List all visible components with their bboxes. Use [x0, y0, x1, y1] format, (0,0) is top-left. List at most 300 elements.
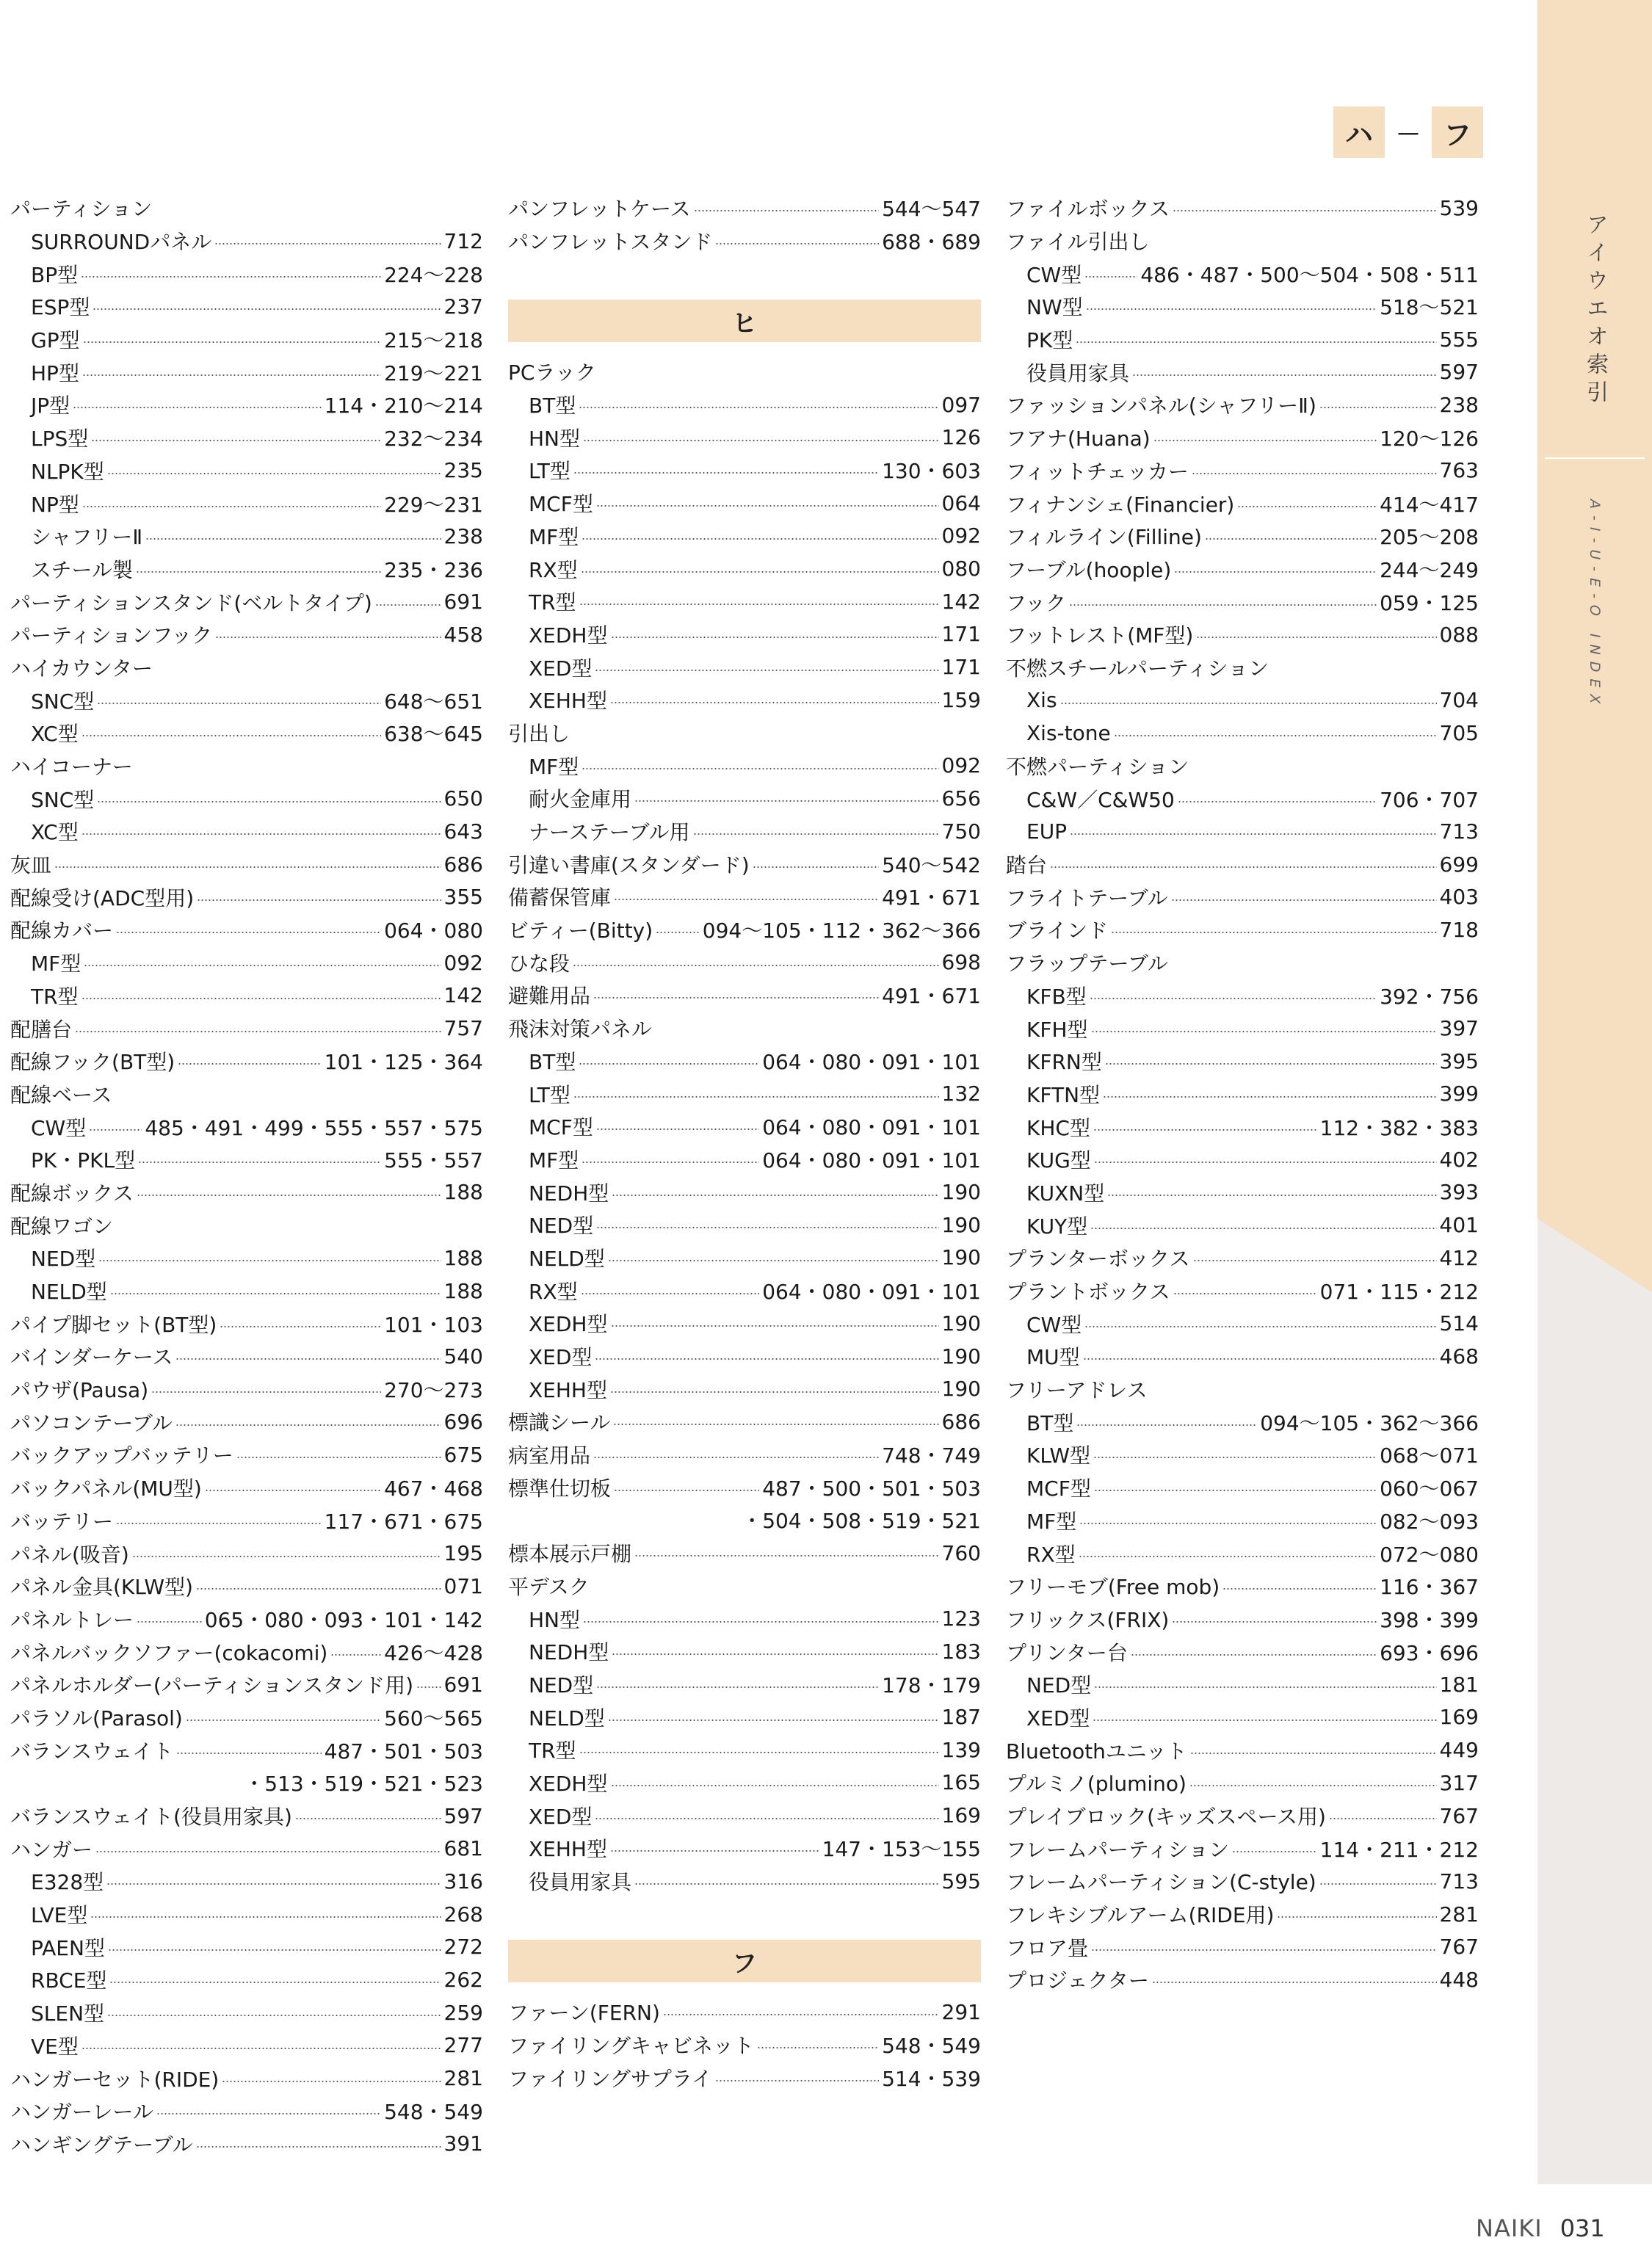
entry-label: RX型	[1026, 1542, 1076, 1567]
index-subentry	[508, 487, 981, 520]
entry-label: VE型	[31, 2034, 79, 2059]
index-entry	[1006, 1242, 1479, 1275]
entry-label: 踏台	[1006, 853, 1048, 878]
entry-label: フアナ(Huana)	[1006, 427, 1151, 452]
index-entry	[508, 1996, 981, 2029]
index-subentry	[508, 1340, 981, 1373]
index-subentry	[508, 1799, 981, 1832]
dot-leader	[573, 1095, 939, 1098]
entry-label: ESP型	[31, 295, 90, 320]
index-subentry	[1006, 1307, 1479, 1340]
entry-page-ref: 485・491・499・555・557・575	[145, 1115, 483, 1140]
entry-page-ref: 643	[443, 819, 483, 844]
dot-leader	[93, 308, 441, 311]
dot-leader	[694, 209, 879, 212]
dot-leader	[612, 1653, 938, 1656]
entry-label: パーティションスタンド(ベルトタイプ)	[10, 590, 372, 615]
entry-page-ref: 757	[443, 1016, 483, 1041]
entry-page-ref: 259	[443, 2000, 483, 2025]
index-entry	[508, 192, 981, 225]
entry-label: 役員用家具	[529, 1870, 632, 1895]
dot-leader	[595, 669, 938, 672]
entry-label: 不燃パーティション	[1006, 755, 1189, 780]
entry-page-ref: 355	[443, 885, 483, 910]
dot-leader	[81, 734, 381, 737]
dot-leader	[151, 1391, 381, 1394]
entry-label: フレキシブルアーム(RIDE用)	[1006, 1903, 1275, 1928]
range-dash: －	[1396, 120, 1421, 150]
entry-label: 耐火金庫用	[529, 787, 632, 812]
dot-leader	[1153, 439, 1377, 442]
kana-range-header	[1333, 106, 1483, 158]
dot-leader	[197, 899, 441, 902]
entry-page-ref: 059・125	[1380, 590, 1479, 615]
entry-label: LT型	[529, 1082, 570, 1107]
index-subentry	[508, 1733, 981, 1766]
entry-label: LPS型	[31, 427, 89, 452]
entry-label: CW型	[1026, 262, 1082, 287]
dot-leader	[579, 1751, 939, 1754]
page-number: 031	[1559, 2214, 1605, 2242]
index-entry	[1006, 454, 1479, 488]
entry-page-ref: 120～126	[1380, 427, 1479, 452]
index-subentry	[10, 355, 483, 388]
entry-page-ref: 688・689	[882, 230, 981, 255]
index-entry	[10, 2095, 483, 2128]
index-entry	[10, 1340, 483, 1373]
entry-page-ref: 539	[1439, 195, 1479, 220]
dot-leader	[1091, 1030, 1437, 1033]
entry-label: EUP	[1026, 819, 1068, 844]
entry-label: フリーアドレス	[1006, 1378, 1148, 1403]
entry-label: パイプ脚セット(BT型)	[10, 1312, 217, 1337]
entry-page-ref: 088	[1439, 622, 1479, 647]
dot-leader	[137, 1620, 202, 1623]
dot-leader	[1173, 209, 1436, 212]
range-end: フ	[1432, 106, 1483, 158]
index-entry	[1006, 946, 1479, 979]
entry-label: PCラック	[508, 360, 596, 385]
dot-leader	[610, 1391, 939, 1394]
index-subentry	[1006, 355, 1479, 388]
entry-page-ref: 094～105・112・362～366	[702, 918, 981, 943]
index-entry	[10, 1438, 483, 1471]
index-subentry	[508, 1700, 981, 1733]
entry-page-ref: 190	[941, 1212, 981, 1237]
entry-page-ref: 229～231	[384, 492, 483, 517]
entry-label: NELD型	[529, 1706, 605, 1731]
entry-label: パウザ(Pausa)	[10, 1378, 149, 1403]
entry-page-ref: 648～651	[384, 689, 483, 714]
entry-label: 不燃スチールパーティション	[1006, 656, 1269, 681]
index-entry	[508, 847, 981, 880]
dot-leader	[656, 931, 700, 934]
dot-leader	[236, 1456, 441, 1459]
dot-leader	[1093, 1456, 1377, 1459]
entry-label: 灰皿	[10, 853, 52, 878]
entry-page-ref: 412	[1439, 1245, 1479, 1270]
entry-page-ref: 403	[1439, 885, 1479, 910]
dot-leader	[582, 767, 938, 770]
dot-leader	[214, 242, 441, 245]
index-subentry	[10, 782, 483, 815]
entry-page-ref: 262	[443, 1967, 483, 1992]
entry-page-ref: 401	[1439, 1213, 1479, 1238]
dot-leader	[138, 1161, 381, 1164]
entry-page-ref: 491・671	[882, 984, 981, 1009]
index-entry	[10, 1603, 483, 1636]
entry-label: ハンガー	[10, 1837, 93, 1862]
dot-leader	[196, 2145, 441, 2148]
entry-label: SNC型	[31, 689, 95, 714]
index-entry	[1006, 1570, 1479, 1603]
entry-label: MF型	[529, 524, 579, 549]
entry-page-ref: 215～218	[384, 328, 483, 353]
entry-page-ref: 235・236	[384, 557, 483, 582]
entry-label: MCF型	[529, 1115, 593, 1140]
dot-leader	[156, 2112, 381, 2115]
dot-leader	[106, 1882, 441, 1885]
entry-label: BP型	[31, 262, 79, 287]
entry-page-ref: 291	[941, 1999, 981, 2024]
entry-label: 飛沫対策パネル	[508, 1017, 653, 1042]
dot-leader	[81, 2047, 441, 2050]
entry-label: XC型	[31, 820, 79, 845]
index-subentry	[10, 979, 483, 1012]
index-subentry	[508, 1208, 981, 1242]
index-subentry	[1006, 815, 1479, 848]
entry-page-ref: 097	[941, 392, 981, 417]
index-entry	[10, 1012, 483, 1045]
entry-page-ref: 748・749	[882, 1443, 981, 1468]
index-subentry	[508, 1865, 981, 1898]
entry-page-ref: 696	[443, 1410, 483, 1435]
index-entry	[1006, 651, 1479, 684]
entry-label: CW型	[31, 1115, 87, 1140]
dot-leader	[612, 1194, 938, 1197]
index-subentry	[508, 1274, 981, 1307]
entry-label: ナーステーブル用	[529, 820, 690, 845]
dot-leader	[107, 472, 441, 475]
entry-page-ref: 117・671・675	[324, 1509, 483, 1534]
dot-leader	[75, 1030, 441, 1033]
dot-leader	[583, 439, 939, 442]
index-subentry	[508, 749, 981, 782]
entry-page-ref: 190	[941, 1377, 981, 1402]
index-subentry	[10, 388, 483, 421]
index-entry	[10, 750, 483, 783]
entry-page-ref: 071	[443, 1573, 483, 1598]
entry-label: KUG型	[1026, 1148, 1091, 1173]
index-entry	[508, 2029, 981, 2062]
side-tab-title: アイウエオ索引	[1582, 213, 1608, 408]
index-subentry	[1006, 1176, 1479, 1209]
index-entry-continuation	[508, 1504, 981, 1537]
entry-label: 配線受け(ADC型用)	[10, 885, 195, 910]
entry-page-ref: 190	[941, 1245, 981, 1270]
entry-label: GP型	[31, 328, 80, 353]
entry-label: 役員用家具	[1026, 360, 1130, 385]
index-subentry	[508, 1307, 981, 1340]
dot-leader	[330, 1653, 381, 1656]
index-subentry	[1006, 1340, 1479, 1373]
entry-label: RX型	[529, 557, 578, 582]
index-entry	[10, 1078, 483, 1111]
entry-page-ref: ・504・508・519・521	[742, 1509, 981, 1534]
index-entry	[508, 355, 981, 388]
index-entry	[10, 2062, 483, 2095]
dot-leader	[97, 702, 381, 705]
index-subentry	[10, 553, 483, 586]
entry-label: パネルトレー	[10, 1607, 134, 1632]
entry-page-ref: 159	[941, 687, 981, 712]
index-entry	[1006, 421, 1479, 454]
index-entry	[508, 1405, 981, 1438]
entry-label: NP型	[31, 492, 79, 517]
dot-leader	[1105, 1062, 1437, 1065]
entry-page-ref: 555・557	[384, 1148, 483, 1173]
index-subentry	[10, 2029, 483, 2062]
entry-label: KUXN型	[1026, 1181, 1105, 1206]
index-entry	[1006, 520, 1479, 553]
index-entry	[10, 880, 483, 913]
entry-label: NED型	[31, 1247, 96, 1272]
entry-page-ref: 165	[941, 1770, 981, 1795]
dot-leader	[753, 866, 879, 869]
entry-label: フラップテーブル	[1006, 952, 1168, 976]
entry-label: BT型	[529, 1049, 576, 1074]
entry-page-ref: 092	[941, 753, 981, 778]
entry-label: 病室用品	[508, 1443, 591, 1468]
entry-page-ref: 656	[941, 786, 981, 811]
index-subentry	[10, 1996, 483, 2029]
dot-leader	[583, 1620, 939, 1623]
entry-page-ref: 238	[443, 523, 483, 548]
index-subentry	[508, 1242, 981, 1275]
entry-page-ref: 169	[1439, 1705, 1479, 1730]
dot-leader	[596, 1686, 879, 1689]
dot-leader	[54, 866, 441, 869]
dot-leader	[1174, 570, 1377, 573]
index-entry	[1006, 1963, 1479, 1996]
entry-label: TR型	[529, 590, 576, 615]
index-subentry	[1006, 1668, 1479, 1701]
dot-leader	[1094, 1489, 1377, 1492]
entry-label: プリンター台	[1006, 1640, 1128, 1665]
index-entry	[1006, 1766, 1479, 1800]
dot-leader	[98, 1259, 441, 1262]
entry-label: ビティー(Bitty)	[508, 918, 653, 943]
index-entry	[1006, 880, 1479, 913]
index-entry	[10, 1832, 483, 1865]
dot-leader	[108, 1949, 441, 1952]
entry-label: 避難用品	[508, 984, 591, 1009]
dot-leader	[416, 1686, 441, 1689]
index-entry	[1006, 1865, 1479, 1898]
brand-name: NAIKI	[1476, 2214, 1543, 2242]
index-column-3	[1006, 192, 1479, 1996]
index-subentry	[10, 323, 483, 356]
entry-page-ref: 397	[1439, 1016, 1479, 1041]
entry-page-ref: 449	[1439, 1738, 1479, 1763]
index-subentry	[508, 1077, 981, 1110]
index-entry	[508, 1438, 981, 1471]
entry-page-ref: 686	[443, 852, 483, 877]
index-subentry	[10, 257, 483, 290]
index-subentry	[1006, 290, 1479, 323]
entry-page-ref: 763	[1439, 458, 1479, 483]
entry-page-ref: 114・210～214	[324, 394, 483, 418]
entry-label: 備蓄保管庫	[508, 885, 612, 910]
entry-label: フレームパーティション(C-style)	[1006, 1870, 1316, 1895]
index-entry	[508, 979, 981, 1012]
entry-page-ref: 187	[941, 1705, 981, 1730]
entry-group-fu	[508, 1996, 981, 2094]
index-entry	[10, 1045, 483, 1078]
index-subentry	[10, 946, 483, 979]
dot-leader	[1172, 1620, 1377, 1623]
entry-label: ファーン(FERN)	[508, 2001, 660, 2026]
dot-leader	[614, 898, 879, 901]
index-entry	[10, 618, 483, 651]
index-entry	[508, 2061, 981, 2094]
index-entry	[508, 913, 981, 946]
index-entry	[10, 1635, 483, 1668]
index-subentry	[10, 225, 483, 258]
entry-page-ref: 092	[941, 523, 981, 548]
entry-page-ref: 169	[941, 1803, 981, 1828]
dot-leader	[116, 1522, 322, 1525]
index-entry	[1006, 553, 1479, 586]
index-subentry	[508, 421, 981, 454]
index-subentry	[1006, 1110, 1479, 1143]
entry-page-ref: 190	[941, 1180, 981, 1205]
entry-label: Xis-tone	[1026, 720, 1111, 745]
entry-page-ref: 548・549	[384, 2100, 483, 2125]
entry-page-ref: 699	[1439, 852, 1479, 877]
entry-label: NED型	[529, 1673, 594, 1697]
dot-leader	[1107, 1194, 1436, 1197]
dot-leader	[186, 1719, 381, 1722]
dot-leader	[1222, 1587, 1377, 1590]
index-entry	[10, 848, 483, 881]
index-entry	[1006, 487, 1479, 520]
index-subentry	[10, 454, 483, 488]
entry-page-ref: 560～565	[384, 1706, 483, 1731]
index-column-1	[10, 192, 483, 2160]
entry-page-ref: 064・080・091・101	[762, 1049, 981, 1074]
entry-label: MF型	[529, 754, 579, 779]
index-subentry	[508, 1602, 981, 1635]
index-subentry	[508, 388, 981, 421]
entry-page-ref: 392・756	[1380, 984, 1479, 1009]
entry-page-ref: 142	[443, 983, 483, 1008]
entry-label: 配線フック(BT型)	[10, 1050, 175, 1075]
index-entry	[508, 880, 981, 913]
index-subentry	[1006, 257, 1479, 290]
dot-leader	[593, 996, 879, 999]
index-subentry	[1006, 1012, 1479, 1045]
entry-page-ref: 393	[1439, 1180, 1479, 1205]
entry-page-ref: 064・080・091・101	[762, 1148, 981, 1173]
dot-leader	[222, 2080, 441, 2083]
entry-page-ref: 188	[443, 1245, 483, 1270]
dot-leader	[1193, 1259, 1437, 1262]
dot-leader	[1094, 1161, 1437, 1164]
dot-leader	[176, 1752, 322, 1755]
entry-page-ref: 402	[1439, 1147, 1479, 1172]
index-entry	[10, 1537, 483, 1570]
index-subentry	[1006, 1208, 1479, 1242]
dot-leader	[596, 1226, 938, 1229]
index-entry	[1006, 1275, 1479, 1308]
entry-label: フーブル(hoople)	[1006, 557, 1172, 582]
entry-label: スチール製	[31, 557, 133, 582]
index-subentry	[1006, 684, 1479, 717]
dot-leader	[1093, 1719, 1436, 1722]
dot-leader	[1084, 275, 1137, 278]
index-entry	[10, 1504, 483, 1537]
entry-label: パーティションフック	[10, 623, 213, 648]
entry-label: C&W／C&W50	[1026, 787, 1175, 812]
index-entry	[10, 1570, 483, 1603]
dot-leader	[90, 1916, 441, 1918]
dot-leader	[614, 1489, 759, 1492]
entry-label: プレイブロック(キッズスペース用)	[1006, 1805, 1326, 1830]
dot-leader	[611, 1325, 939, 1327]
index-subentry	[10, 1898, 483, 1931]
dot-leader	[110, 1292, 441, 1295]
entry-label: TR型	[31, 984, 79, 1009]
dot-leader	[1111, 931, 1436, 934]
dot-leader	[1319, 406, 1437, 409]
dot-leader	[1091, 1949, 1437, 1952]
entry-page-ref: 112・382・383	[1319, 1115, 1479, 1140]
entry-label: MF型	[529, 1148, 579, 1173]
dot-leader	[95, 1850, 441, 1853]
dot-leader	[634, 1882, 939, 1885]
entry-page-ref: 540～542	[882, 852, 981, 877]
dot-leader	[196, 1587, 441, 1590]
index-subentry	[1006, 323, 1479, 356]
entry-label: バックパネル(MU型)	[10, 1476, 202, 1501]
dot-leader	[573, 471, 879, 474]
entry-page-ref: 698	[941, 950, 981, 975]
dot-leader	[145, 537, 441, 540]
index-subentry	[508, 585, 981, 618]
index-entry	[508, 1471, 981, 1504]
entry-page-ref: 281	[443, 2066, 483, 2091]
entry-page-ref: 595	[941, 1869, 981, 1894]
dot-leader	[215, 636, 441, 639]
entry-page-ref: 706・707	[1380, 787, 1479, 812]
dot-leader	[205, 1489, 381, 1492]
entry-label: HN型	[529, 1607, 581, 1632]
index-subentry	[508, 520, 981, 553]
entry-label: ファイル引出し	[1006, 230, 1150, 255]
index-subentry	[1006, 1504, 1479, 1537]
index-entry	[10, 2128, 483, 2161]
dot-leader	[579, 1062, 759, 1065]
dot-leader	[608, 1719, 939, 1722]
dot-leader	[1076, 1424, 1257, 1427]
dot-leader	[109, 1981, 441, 1984]
entry-page-ref: 448	[1439, 1967, 1479, 1992]
entry-page-ref: 514・539	[882, 2066, 981, 2091]
entry-label: SNC型	[31, 787, 95, 812]
entry-page-ref: 190	[941, 1311, 981, 1336]
index-entry	[1006, 1373, 1479, 1406]
